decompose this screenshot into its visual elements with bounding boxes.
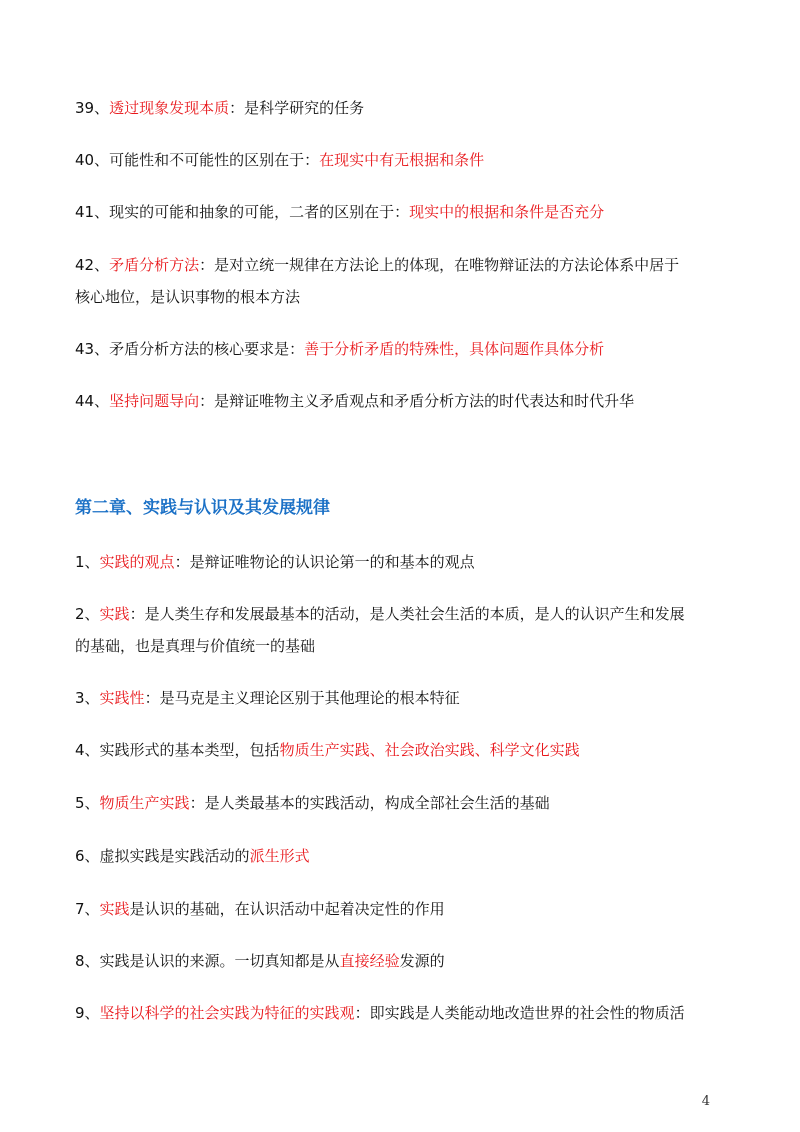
item-40 (75, 153, 735, 168)
key-term: 矛盾分析方法 (109, 256, 200, 274)
key-term: 实践的观点 (99, 553, 175, 571)
separator: ： (199, 392, 215, 410)
item-number: 44、 (75, 392, 110, 410)
item-text: 是辩证唯物主义矛盾观点和矛盾分析方法的时代表达和时代升华 (214, 392, 635, 410)
key-term: 现实中的根据和条件是否充分 (409, 203, 605, 221)
key-term: 实践 (99, 605, 130, 623)
key-term: 在现实中有无根据和条件 (319, 151, 485, 169)
item-43 (75, 342, 735, 357)
item-2-continuation (75, 639, 735, 654)
item-41 (75, 205, 735, 220)
item-text: 发源的 (399, 952, 445, 970)
item-number: 1、 (75, 553, 100, 571)
item-1 (75, 555, 735, 570)
item-39 (75, 101, 735, 116)
item-number: 8、 (75, 952, 100, 970)
separator: ： (144, 689, 160, 707)
item-42-continuation (75, 290, 735, 305)
item-number: 3、 (75, 689, 100, 707)
key-term: 实践性 (99, 689, 145, 707)
key-term: 善于分析矛盾的特殊性，具体问题作具体分析 (304, 340, 605, 358)
separator: ： (354, 1004, 370, 1022)
item-42 (75, 258, 735, 273)
item-number: 6、 (75, 847, 100, 865)
key-term: 坚持问题导向 (109, 392, 200, 410)
item-number: 42、 (75, 256, 110, 274)
item-text: 虚拟实践是实践活动的 (99, 847, 250, 865)
item-text: 即实践是人类能动地改造世界的社会性的物质活 (369, 1004, 685, 1022)
item-3 (75, 691, 735, 706)
page-number: 4 (701, 1094, 710, 1109)
item-number: 43、 (75, 340, 110, 358)
item-text: 是科学研究的任务 (244, 99, 365, 117)
item-text: 是马克是主义理论区别于其他理论的根本特征 (159, 689, 460, 707)
item-text: 是对立统一规律在方法论上的体现，在唯物辩证法的方法论体系中居于 (214, 256, 680, 274)
item-number: 2、 (75, 605, 100, 623)
item-number: 5、 (75, 794, 100, 812)
item-2 (75, 607, 735, 622)
item-9 (75, 1006, 735, 1021)
chapter-title: 第二章、实践与认识及其发展规律 (75, 498, 330, 518)
key-term: 坚持以科学的社会实践为特征的实践观 (99, 1004, 355, 1022)
separator: ： (189, 794, 205, 812)
item-number: 40、 (75, 151, 110, 169)
item-number: 7、 (75, 900, 100, 918)
item-text: 是辩证唯物论的认识论第一的和基本的观点 (189, 553, 475, 571)
item-number: 39、 (75, 99, 110, 117)
separator: ： (199, 256, 215, 274)
key-term: 派生形式 (249, 847, 310, 865)
separator: ： (174, 553, 190, 571)
item-44 (75, 394, 735, 409)
key-term: 实践 (99, 900, 130, 918)
item-number: 9、 (75, 1004, 100, 1022)
item-text: 的基础，也是真理与价值统一的基础 (75, 637, 316, 655)
separator: ： (129, 605, 145, 623)
item-text: 是人类最基本的实践活动，构成全部社会生活的基础 (204, 794, 550, 812)
key-term: 透过现象发现本质 (109, 99, 230, 117)
item-6 (75, 849, 735, 864)
item-number: 4、 (75, 741, 100, 759)
item-text: 可能性和不可能性的区别在于： (109, 151, 320, 169)
item-5 (75, 796, 735, 811)
item-8 (75, 954, 735, 969)
item-text: 实践形式的基本类型，包括 (99, 741, 280, 759)
item-text: 是认识的基础，在认识活动中起着决定性的作用 (129, 900, 445, 918)
item-7 (75, 902, 735, 917)
item-text: 是人类生存和发展最基本的活动，是人类社会生活的本质，是人的认识产生和发展 (144, 605, 685, 623)
item-number: 41、 (75, 203, 110, 221)
key-term: 物质生产实践、社会政治实践、科学文化实践 (279, 741, 580, 759)
item-text: 核心地位，是认识事物的根本方法 (75, 288, 301, 306)
item-4 (75, 743, 735, 758)
item-text: 实践是认识的来源。一切真知都是从 (99, 952, 340, 970)
key-term: 直接经验 (339, 952, 400, 970)
key-term: 物质生产实践 (99, 794, 190, 812)
separator: ： (229, 99, 245, 117)
item-text: 现实的可能和抽象的可能，二者的区别在于： (109, 203, 410, 221)
item-text: 矛盾分析方法的核心要求是： (109, 340, 305, 358)
